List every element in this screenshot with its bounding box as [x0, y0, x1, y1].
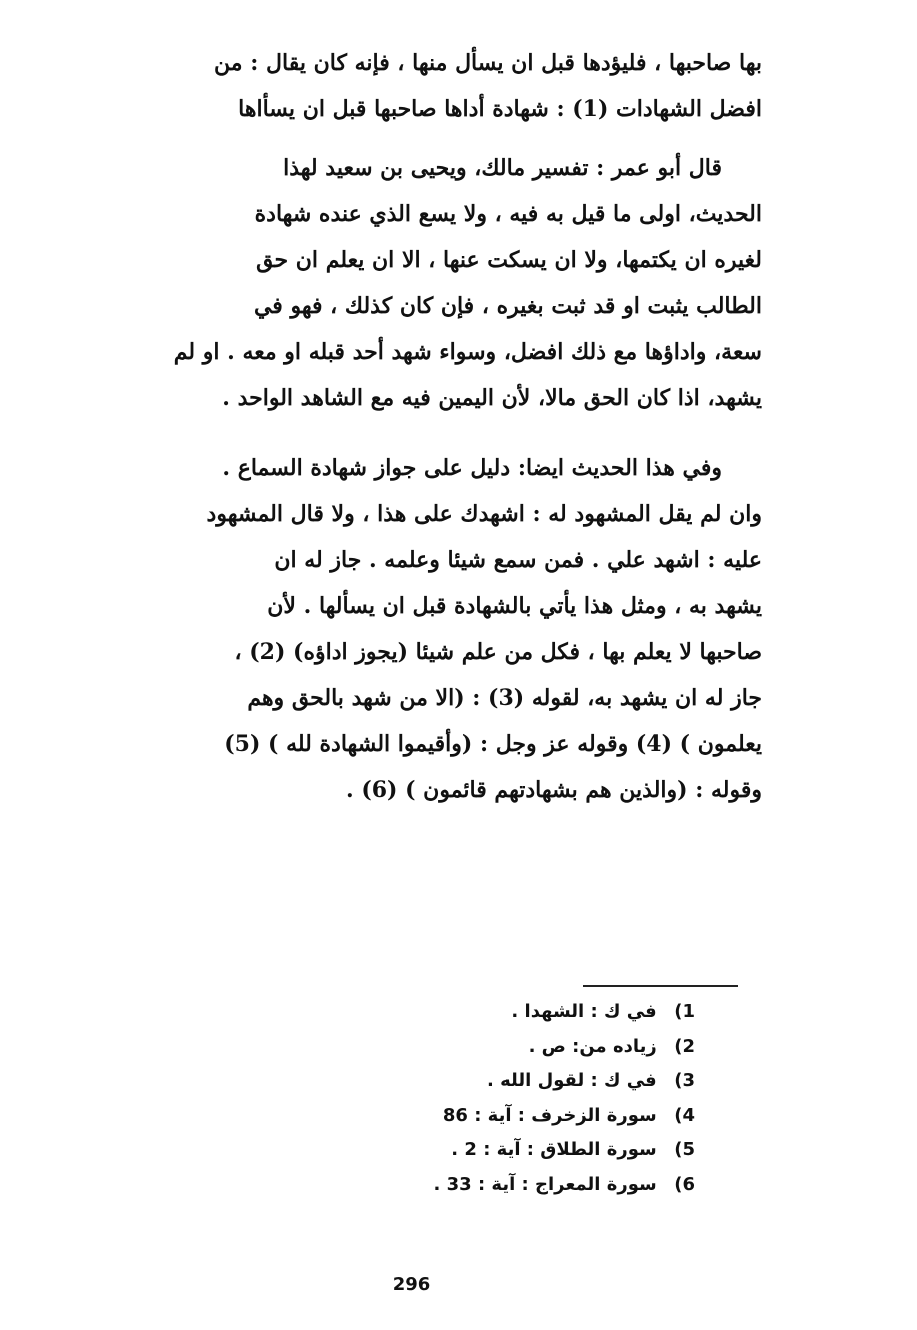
- footnotes: [434, 995, 696, 1202]
- text-line: سعة، واداؤها مع ذلك افضل، وسواء شهد أحد قبله او معه . او لم: [173, 339, 762, 365]
- text-line: وان لم يقل المشهود له : اشهدك على هذا ، ولا قال المشهود: [206, 501, 762, 527]
- footnote-item: [434, 1133, 696, 1168]
- paragraph-1: [100, 40, 762, 132]
- page-number: 296: [392, 1274, 431, 1295]
- footnote-item: [434, 1064, 696, 1099]
- paragraph-3: [100, 445, 762, 813]
- footnote-text: سورة الزخرف : آية : 86: [442, 1104, 657, 1126]
- text-line: وقوله : (والذين هم بشهادتهم قائمون ) (6) .: [346, 777, 762, 803]
- text-line: يعلمون ) (4) وقوله عز وجل : (وأقيموا الشهادة لله ) (5): [224, 731, 762, 757]
- footnote-text: في ك : الشهدا .: [511, 1001, 657, 1022]
- text-line: يشهد، اذا كان الحق مالا، لأن اليمين فيه مع الشاهد الواحد .: [222, 385, 762, 411]
- footnote-item: [434, 995, 696, 1030]
- text-line: لغيره ان يكتمها، ولا ان يسكت عنها ، الا ان يعلم ان حق: [256, 247, 762, 273]
- footnote-divider: [583, 985, 738, 987]
- paragraph-2: [100, 145, 762, 421]
- footnote-text: في ك : لقول الله .: [487, 1070, 657, 1091]
- text-line: صاحبها لا يعلم بها ، فكل من علم شيئا (يجوز اداؤه) (2) ،: [234, 639, 762, 665]
- footnote-item: [434, 1168, 696, 1203]
- text-line: جاز له ان يشهد به، لقوله (3) : (الا من شهد بالحق وهم: [247, 685, 762, 711]
- text-line: افضل الشهادات (1) : شهادة أداها صاحبها قبل ان يسأاها: [238, 96, 762, 122]
- footnote-item: [434, 1030, 696, 1065]
- footnote-item: [434, 1099, 696, 1134]
- footnote-number: 6): [674, 1173, 695, 1195]
- footnote-number: 5): [674, 1139, 695, 1160]
- text-line: بها صاحبها ، فليؤدها قبل ان يسأل منها ، فإنه كان يقال : من: [214, 50, 762, 76]
- footnote-number: 2): [674, 1035, 695, 1057]
- text-line: وفي هذا الحديث ايضا: دليل على جواز شهادة السماع .: [222, 455, 722, 481]
- text-line: عليه : اشهد علي . فمن سمع شيئا وعلمه . جاز له ان: [274, 547, 762, 573]
- footnote-number: 3): [674, 1070, 695, 1091]
- footnote-text: سورة الطلاق : آية : 2 .: [451, 1139, 657, 1160]
- footnote-text: سورة المعراج : آية : 33 .: [433, 1173, 657, 1195]
- footnote-text: زياده من: ص .: [528, 1035, 657, 1057]
- text-line: قال أبو عمر : تفسير مالك، ويحيى بن سعيد لهذا: [283, 155, 722, 181]
- footnote-number: 1): [674, 1001, 695, 1022]
- footnote-number: 4): [674, 1104, 695, 1126]
- text-line: الحديث، اولى ما قيل به فيه ، ولا يسع الذي عنده شهادة: [254, 201, 762, 227]
- text-line: الطالب يثبت او قد ثبت بغيره ، فإن كان كذلك ، فهو في: [253, 293, 762, 319]
- text-line: يشهد به ، ومثل هذا يأتي بالشهادة قبل ان يسألها . لأن: [267, 593, 762, 619]
